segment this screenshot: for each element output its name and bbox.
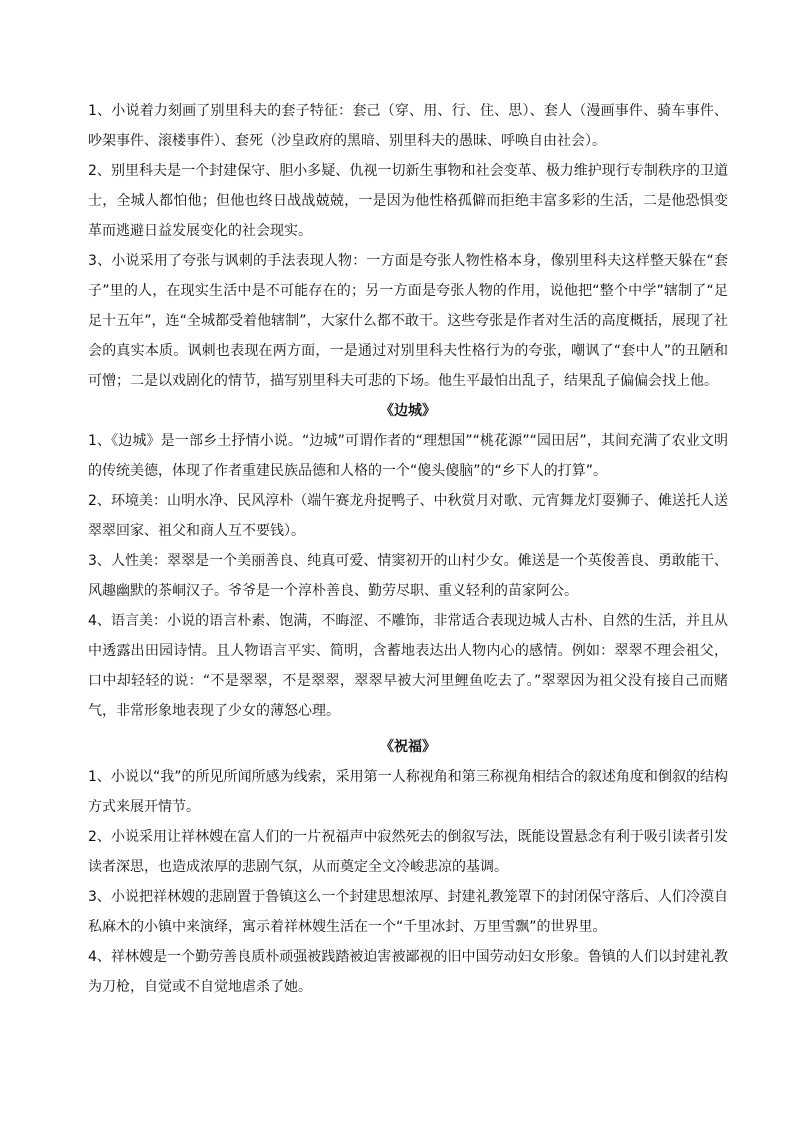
paragraph: 1、《边城》是一部乡土抒情小说。“边城”可谓作者的“理想国”“桃花源”“园田居”，其间充满了农业文明的传统美德，体现了作者重建民族品德和人格的一个“傻头傻脑”的“乡下人的打算”。	[88, 433, 728, 479]
paragraph: 2、小说采用让祥林嫂在富人们的一片祝福声中寂然死去的倒叙写法，既能设置悬念有利于吸引读者引发读者深思，也造成浓厚的悲剧气氛，从而奠定全文冷峻悲凉的基调。	[88, 829, 728, 875]
section-heading-biancheng: 《边城》	[380, 403, 436, 419]
paragraph: 3、人性美：翠翠是一个美丽善良、纯真可爱、情窦初开的山村少女。傩送是一个英俊善良、勇敢能干、风趣幽默的茶峒汉子。爷爷是一个淳朴善良、勤劳尽职、重义轻利的苗家阿公。	[88, 553, 728, 599]
section-heading-zhufu: 《祝福》	[380, 739, 436, 755]
paragraph: 2、环境美：山明水净、民风淳朴（端午赛龙舟捉鸭子、中秋赏月对歌、元宵舞龙灯耍狮子、傩送托人送翠翠回家、祖父和商人互不要钱）。	[88, 493, 728, 539]
document-body	[88, 96, 728, 1002]
paragraph: 4、祥林嫂是一个勤劳善良质朴顽强被践踏被迫害被鄙视的旧中国劳动妇女形象。鲁镇的人们以封建礼教为刀枪，自觉或不自觉地虐杀了她。	[88, 949, 728, 995]
paragraph: 1、小说以“我”的所见所闻所感为线索，采用第一人称视角和第三称视角相结合的叙述角度和倒叙的结构方式来展开情节。	[88, 769, 728, 815]
paragraph: 2、别里科夫是一个封建保守、胆小多疑、仇视一切新生事物和社会变革、极力维护现行专制秩序的卫道士，全城人都怕他；但他也终日战战兢兢，一是因为他性格孤僻而拒绝丰富多彩的生活，二是他恐惧变革而逃避日益发展变化的社会现实。	[88, 163, 728, 239]
paragraph: 1、小说着力刻画了别里科夫的套子特征：套己（穿、用、行、住、思）、套人（漫画事件、骑车事件、吵架事件、滚楼事件）、套死（沙皇政府的黑暗、别里科夫的愚昧、呼唤自由社会）。	[88, 103, 728, 149]
paragraph: 3、小说把祥林嫂的悲剧置于鲁镇这么一个封建思想浓厚、封建礼教笼罩下的封闭保守落后、人们冷漠自私麻木的小镇中来演绎，寓示着祥林嫂生活在一个“千里冰封、万里雪飘”的世界里。	[88, 889, 728, 935]
paragraph: 4、语言美：小说的语言朴素、饱满，不晦涩、不雕饰，非常适合表现边城人古朴、自然的生活，并且从中透露出田园诗情。且人物语言平实、简明，含蓄地表达出人物内心的感情。例如：翠翠不理会祖父，口中却轻轻的说：“不是翠翠，不是翠翠，翠翠早被大河里鲤鱼吃去了。”翠翠因为祖父没有接自己而赌气，非常形象地表现了少女的薄怒心理。	[88, 613, 728, 719]
paragraph: 3、小说采用了夸张与讽刺的手法表现人物：一方面是夸张人物性格本身，像别里科夫这样整天躲在“套子”里的人，在现实生活中是不可能存在的；另一方面是夸张人物的作用，说他把“整个中学”辖制了“足足十五年”，连“全城都受着他辖制”，大家什么都不敢干。这些夸张是作者对生活的高度概括，展现了社会的真实本质。讽刺也表现在两方面，一是通过对别里科夫性格行为的夸张，嘲讽了“套中人”的丑陋和可憎；二是以戏剧化的情节，描写别里科夫可悲的下场。他生平最怕出乱子，结果乱子偏偏会找上他。	[88, 253, 728, 389]
